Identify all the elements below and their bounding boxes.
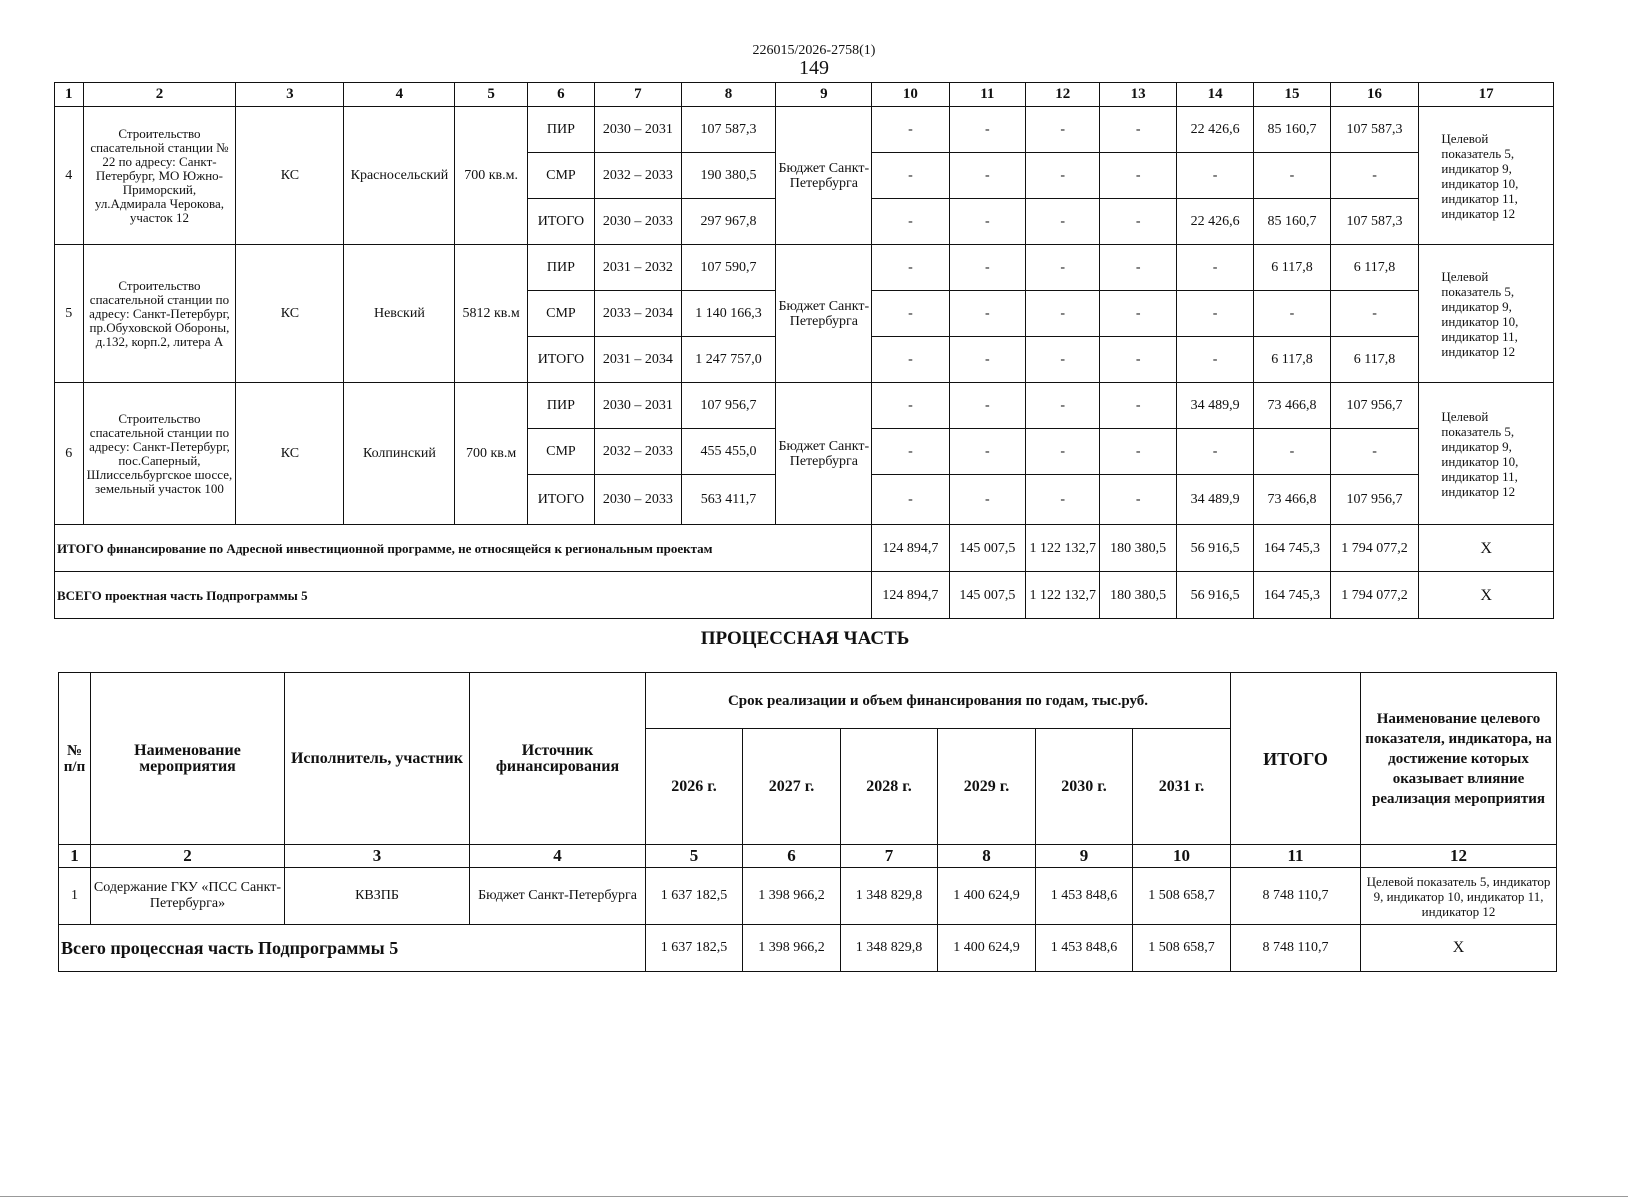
- value-cell: -: [1026, 199, 1100, 245]
- col-number: 2: [91, 845, 285, 868]
- col-number: 17: [1419, 83, 1554, 107]
- value-cell: -: [872, 337, 949, 383]
- value-cell: -: [872, 245, 949, 291]
- district: Невский: [344, 245, 455, 383]
- total-cost: 563 411,7: [681, 475, 776, 525]
- header-total: ИТОГО: [1231, 673, 1361, 845]
- period: 2033 – 2034: [595, 291, 682, 337]
- project-part-table: [54, 82, 1554, 619]
- entry-number: 4: [55, 107, 84, 245]
- target-indicators: Целевой показатель 5, индикатор 9, индикатор 10, индикатор 11, индикатор 12: [1419, 245, 1554, 383]
- value-cell: -: [872, 153, 949, 199]
- stage: ИТОГО: [527, 337, 594, 383]
- value-cell: -: [949, 245, 1025, 291]
- summary-value: 180 380,5: [1100, 525, 1176, 572]
- value-cell: -: [1100, 429, 1176, 475]
- col-number: 12: [1361, 845, 1557, 868]
- value-cell: -: [872, 107, 949, 153]
- summary-label: ИТОГО финансирование по Адресной инвестиционной программе, не относящейся к региональным проектам: [55, 525, 872, 572]
- value-cell: -: [1026, 475, 1100, 525]
- total-label: Всего процессная часть Подпрограммы 5: [59, 925, 646, 972]
- year-total: 1 348 829,8: [841, 925, 938, 972]
- header-year: 2027 г.: [743, 729, 841, 845]
- capacity: 700 кв.м: [455, 383, 527, 525]
- object-name: Строительство спасательной станции по адресу: Санкт-Петербург, пр.Обуховской Обороны, д.132, корп.2, литера А: [83, 245, 236, 383]
- total-cost: 455 455,0: [681, 429, 776, 475]
- col-number: 9: [776, 83, 872, 107]
- value-cell: 6 117,8: [1254, 245, 1330, 291]
- target-indicators: Целевой показатель 5, индикатор 9, индикатор 10, индикатор 11, индикатор 12: [1419, 107, 1554, 245]
- header-num: № п/п: [59, 673, 91, 845]
- summary-value: 1 794 077,2: [1330, 572, 1419, 619]
- column-number-row: [59, 845, 1557, 868]
- header-year: 2030 г.: [1036, 729, 1133, 845]
- col-number: 8: [681, 83, 776, 107]
- summary-value: 1 122 132,7: [1026, 572, 1100, 619]
- value-cell: -: [1330, 153, 1419, 199]
- header-year: 2028 г.: [841, 729, 938, 845]
- value-cell: -: [1026, 153, 1100, 199]
- summary-row: [55, 572, 1554, 619]
- value-cell: 34 489,9: [1176, 383, 1253, 429]
- table-row: [55, 107, 1554, 153]
- year-value: 1 400 624,9: [938, 868, 1036, 925]
- stage: СМР: [527, 153, 594, 199]
- value-cell: 73 466,8: [1254, 475, 1330, 525]
- col-number: 7: [841, 845, 938, 868]
- value-cell: -: [872, 475, 949, 525]
- activity-name: Содержание ГКУ «ПСС Санкт-Петербурга»: [91, 868, 285, 925]
- entry-number: 6: [55, 383, 84, 525]
- value-cell: -: [949, 107, 1025, 153]
- year-total: 1 637 182,5: [646, 925, 743, 972]
- funding-source: Бюджет Санкт-Петербурга: [776, 245, 872, 383]
- value-cell: -: [1176, 245, 1253, 291]
- header-years-group: Срок реализации и объем финансирования по годам, тыс.руб.: [646, 673, 1231, 729]
- header-year: 2026 г.: [646, 729, 743, 845]
- summary-value: 164 745,3: [1254, 525, 1330, 572]
- summary-value: 124 894,7: [872, 572, 949, 619]
- header-row: [59, 673, 1557, 729]
- period: 2032 – 2033: [595, 429, 682, 475]
- page-bottom-line: [0, 1196, 1628, 1197]
- year-total: 1 508 658,7: [1133, 925, 1231, 972]
- value-cell: -: [1330, 291, 1419, 337]
- value-cell: -: [1176, 153, 1253, 199]
- page-number: 149: [799, 57, 829, 79]
- stage: ПИР: [527, 245, 594, 291]
- total-target: X: [1361, 925, 1557, 972]
- value-cell: -: [872, 291, 949, 337]
- capacity: 700 кв.м.: [455, 107, 527, 245]
- total-cost: 107 587,3: [681, 107, 776, 153]
- value-cell: -: [1176, 429, 1253, 475]
- summary-value: 145 007,5: [949, 525, 1025, 572]
- col-number: 5: [646, 845, 743, 868]
- col-number: 15: [1254, 83, 1330, 107]
- period: 2031 – 2034: [595, 337, 682, 383]
- period: 2030 – 2033: [595, 475, 682, 525]
- value-cell: -: [949, 291, 1025, 337]
- total-cost: 1 247 757,0: [681, 337, 776, 383]
- value-cell: -: [1026, 429, 1100, 475]
- table-row: [55, 245, 1554, 291]
- value-cell: -: [1100, 337, 1176, 383]
- value-cell: -: [872, 429, 949, 475]
- total-cost: 190 380,5: [681, 153, 776, 199]
- document-id: 226015/2026-2758(1): [752, 43, 876, 58]
- col-number: 12: [1026, 83, 1100, 107]
- value-cell: 107 587,3: [1330, 107, 1419, 153]
- total-cost: 297 967,8: [681, 199, 776, 245]
- value-cell: -: [1100, 107, 1176, 153]
- value-cell: -: [872, 383, 949, 429]
- value-cell: 22 426,6: [1176, 199, 1253, 245]
- value-cell: 6 117,8: [1330, 245, 1419, 291]
- value-cell: -: [949, 429, 1025, 475]
- value-cell: -: [1100, 475, 1176, 525]
- col-number: 13: [1100, 83, 1176, 107]
- col-number: 11: [1231, 845, 1361, 868]
- summary-value: X: [1419, 525, 1554, 572]
- value-cell: 107 587,3: [1330, 199, 1419, 245]
- target-indicators: Целевой показатель 5, индикатор 9, индикатор 10, индикатор 11, индикатор 12: [1419, 383, 1554, 525]
- value-cell: -: [1254, 291, 1330, 337]
- col-number: 9: [1036, 845, 1133, 868]
- table-row: [59, 868, 1557, 925]
- value-cell: -: [1176, 337, 1253, 383]
- value-cell: -: [1100, 199, 1176, 245]
- value-cell: 34 489,9: [1176, 475, 1253, 525]
- stage: СМР: [527, 429, 594, 475]
- col-number: 6: [743, 845, 841, 868]
- col-number: 11: [949, 83, 1025, 107]
- value-cell: -: [1176, 291, 1253, 337]
- value-cell: -: [1026, 291, 1100, 337]
- col-number: 14: [1176, 83, 1253, 107]
- object-name: Строительство спасательной станции № 22 по адресу: Санкт-Петербург, МО Южно-Приморский, ул.Адмирала Черокова, участок 12: [83, 107, 236, 245]
- summary-value: 145 007,5: [949, 572, 1025, 619]
- summary-value: 124 894,7: [872, 525, 949, 572]
- value-cell: -: [1100, 153, 1176, 199]
- col-number: 6: [527, 83, 594, 107]
- col-number: 4: [470, 845, 646, 868]
- funding-source: Бюджет Санкт-Петербурга: [776, 383, 872, 525]
- row-total: 8 748 110,7: [1231, 868, 1361, 925]
- section-title: ПРОЦЕССНАЯ ЧАСТЬ: [700, 628, 910, 649]
- value-cell: -: [949, 383, 1025, 429]
- value-cell: 6 117,8: [1330, 337, 1419, 383]
- col-number: 10: [872, 83, 949, 107]
- summary-value: X: [1419, 572, 1554, 619]
- value-cell: -: [1026, 383, 1100, 429]
- capacity: 5812 кв.м: [455, 245, 527, 383]
- summary-value: 164 745,3: [1254, 572, 1330, 619]
- year-value: 1 637 182,5: [646, 868, 743, 925]
- process-part-table: [58, 672, 1557, 972]
- district: Красносельский: [344, 107, 455, 245]
- header-year: 2029 г.: [938, 729, 1036, 845]
- row-number: 1: [59, 868, 91, 925]
- entry-number: 5: [55, 245, 84, 383]
- stage: ПИР: [527, 383, 594, 429]
- summary-value: 180 380,5: [1100, 572, 1176, 619]
- col-number: 5: [455, 83, 527, 107]
- col-number: 8: [938, 845, 1036, 868]
- value-cell: 73 466,8: [1254, 383, 1330, 429]
- district: Колпинский: [344, 383, 455, 525]
- header-executor: Исполнитель, участник: [285, 673, 470, 845]
- year-value: 1 398 966,2: [743, 868, 841, 925]
- header-year: 2031 г.: [1133, 729, 1231, 845]
- stage: ИТОГО: [527, 475, 594, 525]
- stage: СМР: [527, 291, 594, 337]
- year-value: 1 453 848,6: [1036, 868, 1133, 925]
- year-total: 1 453 848,6: [1036, 925, 1133, 972]
- col-number: 2: [83, 83, 236, 107]
- value-cell: 6 117,8: [1254, 337, 1330, 383]
- total-cost: 107 956,7: [681, 383, 776, 429]
- value-cell: -: [949, 199, 1025, 245]
- value-cell: -: [1100, 383, 1176, 429]
- col-number: 7: [595, 83, 682, 107]
- value-cell: 22 426,6: [1176, 107, 1253, 153]
- value-cell: -: [1100, 291, 1176, 337]
- customer: КС: [236, 107, 344, 245]
- summary-label: ВСЕГО проектная часть Подпрограммы 5: [55, 572, 872, 619]
- summary-value: 1 794 077,2: [1330, 525, 1419, 572]
- stage: ПИР: [527, 107, 594, 153]
- col-number: 3: [236, 83, 344, 107]
- total-row: [59, 925, 1557, 972]
- grand-total: 8 748 110,7: [1231, 925, 1361, 972]
- value-cell: -: [872, 199, 949, 245]
- value-cell: -: [949, 475, 1025, 525]
- period: 2030 – 2031: [595, 107, 682, 153]
- header-source: Источник финансирования: [470, 673, 646, 845]
- value-cell: -: [1254, 153, 1330, 199]
- stage: ИТОГО: [527, 199, 594, 245]
- table-row: [55, 383, 1554, 429]
- value-cell: -: [1026, 245, 1100, 291]
- period: 2031 – 2032: [595, 245, 682, 291]
- year-total: 1 400 624,9: [938, 925, 1036, 972]
- customer: КС: [236, 383, 344, 525]
- col-number: 10: [1133, 845, 1231, 868]
- period: 2030 – 2031: [595, 383, 682, 429]
- year-total: 1 398 966,2: [743, 925, 841, 972]
- summary-value: 56 916,5: [1176, 572, 1253, 619]
- summary-value: 1 122 132,7: [1026, 525, 1100, 572]
- year-value: 1 348 829,8: [841, 868, 938, 925]
- value-cell: -: [949, 153, 1025, 199]
- col-number: 3: [285, 845, 470, 868]
- col-number: 4: [344, 83, 455, 107]
- total-cost: 1 140 166,3: [681, 291, 776, 337]
- header-target: Наименование целевого показателя, индикатора, на достижение которых оказывает влияние реализация мероприятия: [1361, 673, 1557, 845]
- col-number: 16: [1330, 83, 1419, 107]
- value-cell: -: [1026, 337, 1100, 383]
- value-cell: -: [1100, 245, 1176, 291]
- value-cell: -: [1330, 429, 1419, 475]
- funding-source: Бюджет Санкт-Петербурга: [776, 107, 872, 245]
- object-name: Строительство спасательной станции по адресу: Санкт-Петербург, пос.Саперный, Шлиссельбургское шоссе, земельный участок 100: [83, 383, 236, 525]
- value-cell: 107 956,7: [1330, 475, 1419, 525]
- period: 2030 – 2033: [595, 199, 682, 245]
- column-number-row: [55, 83, 1554, 107]
- customer: КС: [236, 245, 344, 383]
- funding-source: Бюджет Санкт-Петербурга: [470, 868, 646, 925]
- value-cell: 107 956,7: [1330, 383, 1419, 429]
- col-number: 1: [59, 845, 91, 868]
- col-number: 1: [55, 83, 84, 107]
- value-cell: -: [949, 337, 1025, 383]
- value-cell: -: [1254, 429, 1330, 475]
- value-cell: 85 160,7: [1254, 199, 1330, 245]
- header-name: Наименование мероприятия: [91, 673, 285, 845]
- period: 2032 – 2033: [595, 153, 682, 199]
- value-cell: -: [1026, 107, 1100, 153]
- executor: КВЗПБ: [285, 868, 470, 925]
- year-value: 1 508 658,7: [1133, 868, 1231, 925]
- value-cell: 85 160,7: [1254, 107, 1330, 153]
- target-indicators: Целевой показатель 5, индикатор 9, индикатор 10, индикатор 11, индикатор 12: [1361, 868, 1557, 925]
- summary-row: [55, 525, 1554, 572]
- summary-value: 56 916,5: [1176, 525, 1253, 572]
- total-cost: 107 590,7: [681, 245, 776, 291]
